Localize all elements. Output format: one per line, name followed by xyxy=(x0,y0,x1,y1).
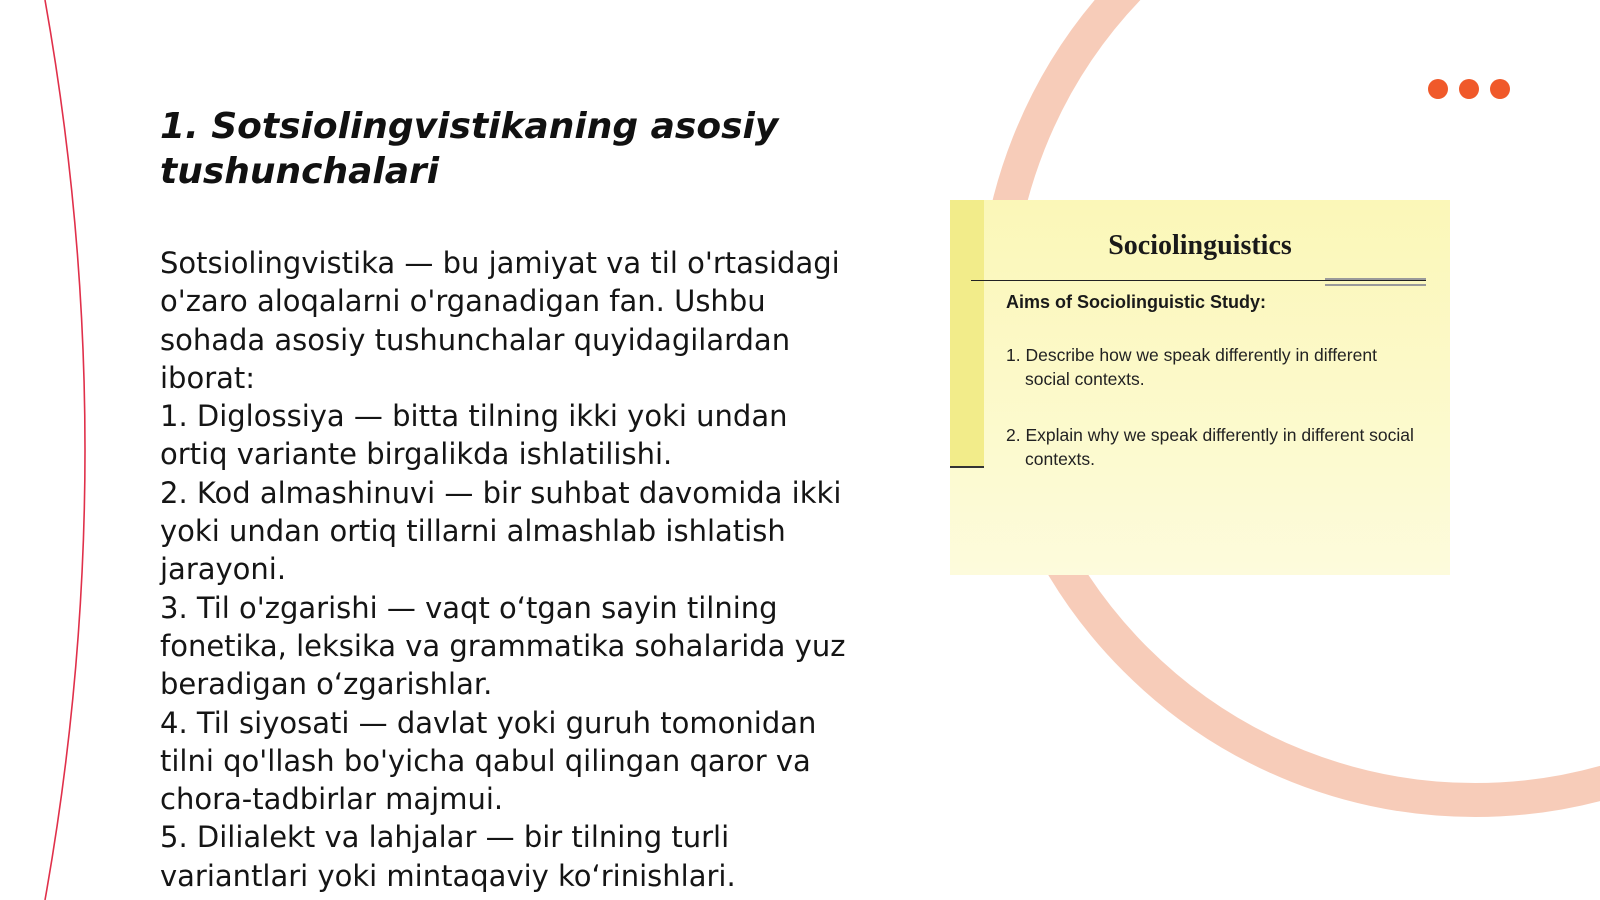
body-item-2: 2. Kod almashinuvi — bir suhbat davomida ikki yoki undan ortiq tillarni almashlab ishlatish jarayoni. xyxy=(160,475,842,587)
menu-dots xyxy=(1428,79,1510,99)
card-divider-accent xyxy=(1325,278,1426,286)
slide-body xyxy=(160,244,850,895)
body-item-3: 3. Til o'zgarishi — vaqt o‘tgan sayin tilning fonetika, leksika va grammatika sohalarida yuz beradigan o‘zgarishlar. xyxy=(160,590,846,702)
card-title: Sociolinguistics xyxy=(1108,230,1292,261)
body-intro: Sotsiolingvistika — bu jamiyat va til o'rtasidagi o'zaro aloqalarni o'rganadigan fan. Ushbu sohada asosiy tushunchalar quyidagilardan iborat: xyxy=(160,246,840,395)
dot-icon xyxy=(1459,79,1479,99)
card-heading: Aims of Sociolinguistic Study: xyxy=(1006,292,1267,312)
slide-title: 1. Sotsiolingvistikaning asosiy tushunchalari xyxy=(160,106,779,192)
card-list-item: 1. Describe how we speak differently in different social contexts. xyxy=(1006,345,1377,389)
dot-icon xyxy=(1428,79,1448,99)
dot-icon xyxy=(1490,79,1510,99)
left-curve-line xyxy=(45,0,85,900)
body-item-1: 1. Diglossiya — bitta tilning ikki yoki undan ortiq variante birgalikda ishlatilishi. xyxy=(160,399,788,472)
sociolinguistics-image xyxy=(950,200,1450,575)
card-list-item: 2. Explain why we speak differently in different social contexts. xyxy=(1006,425,1414,469)
body-item-4: 4. Til siyosati — davlat yoki guruh tomonidan tilni qo'llash bo'yicha qabul qilingan qaror va chora-tadbirlar majmui. xyxy=(160,705,817,817)
body-item-5: 5. Dilialekt va lahjalar — bir tilning turli variantlari yoki mintaqaviy ko‘rinishlari. xyxy=(160,820,736,893)
card-list xyxy=(1006,344,1426,504)
